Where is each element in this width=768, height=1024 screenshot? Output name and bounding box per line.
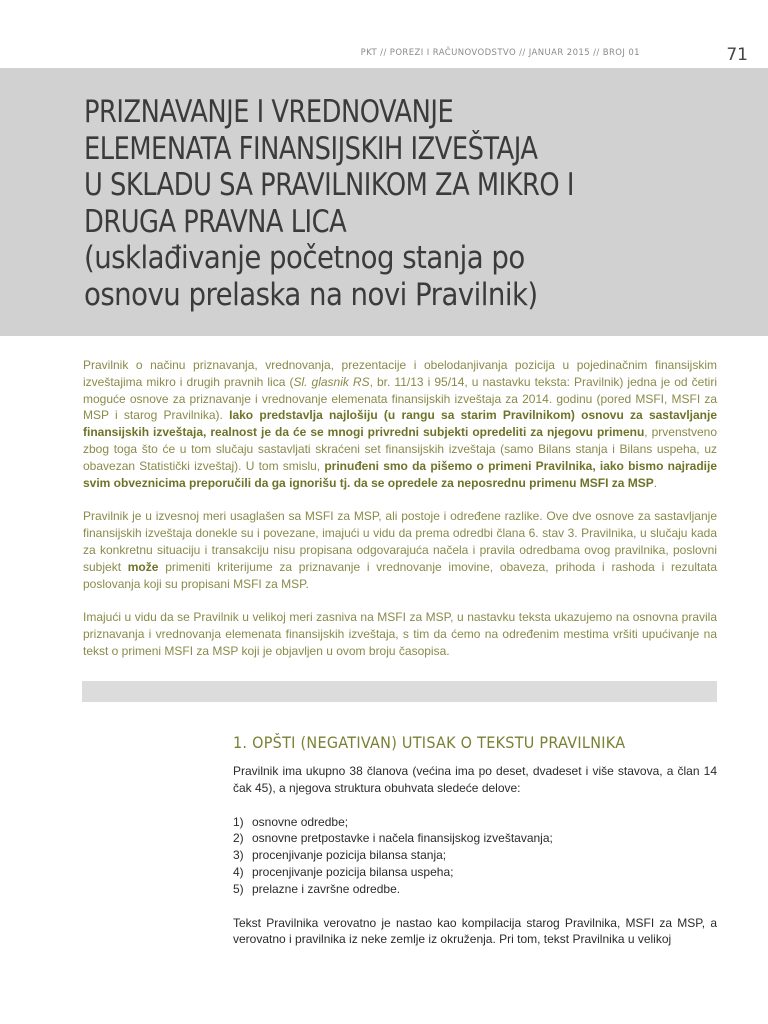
list-item: 1) osnovne odredbe; bbox=[233, 814, 349, 829]
intro-paragraph-1: Pravilnik o načinu priznavanja, vrednovanja, prezentacije i obelodanjivanja pozicija u pojedinačnim finansijskim izveštajima mikro i drugih pravnih lica (Sl. glasnik RS, br. 11/13 i 95/14, u nastavku teksta: Pravilnik) jedna je od četiri moguće osnove za priznavanje i vrednovanje elemenata finansijskih izveštaja za 2014. godinu (pored MSFI, MSFI za MSP i starog Pravilnika). Iako predstavlja najlošiju (u rangu sa starim Pravilnikom) osnovu za sastavljanje finansijskih izveštaja, realnost je da će se mnogi privredni subjekti opredeliti za njegovu primenu, prvenstveno zbog toga što će u tom slučaju sastavljati skraćeni set finansijskih izveštaja (samo Bilans stanja i Bilans uspeha, uz obavezan Statistički izveštaj). U tom smislu, prinuđeni smo da pišemo o primeni Pravilnika, iako bismo najradije svim obveznicima preporučili da ga ignorišu tj. da se opredele za neposrednu primenu MSFI za MSP. bbox=[83, 358, 718, 490]
title-subline: (usklađivanje početnog stanja po bbox=[84, 240, 525, 276]
structure-list bbox=[233, 814, 717, 898]
section-body bbox=[233, 763, 717, 965]
body-paragraph-1: Pravilnik ima ukupno 38 članova (većina ima po deset, dvadeset i više stavova, a član 14 čak 45), a njegova struktura obuhvata sledeće delove: bbox=[233, 764, 717, 795]
title-line: PRIZNAVANJE I VREDNOVANJE bbox=[84, 94, 454, 130]
section-heading: 1. OPŠTI (NEGATIVAN) UTISAK O TEKSTU PRAVILNIKA bbox=[233, 733, 626, 752]
page-number: 71 bbox=[726, 45, 748, 65]
emphasis: prinuđeni smo da pišemo o primeni Pravilnika, iako bismo najradije svim obveznicima preporučili da ga ignorišu tj. da se opredele za neposrednu primenu MSFI za MSP bbox=[83, 458, 717, 490]
intro-paragraph-3: Imajući u vidu da se Pravilnik u velikoj meri zasniva na MSFI za MSP, u nastavku teksta ukazujemo na osnovna pravila priznavanja i vrednovanja elemenata finansijskih izveštaja, s tim da ćemo na određenim mestima vršiti upućivanje na tekst o primeni MSFI za MSP koji je objavljen u ovom broju časopisa. bbox=[83, 610, 717, 658]
list-item: 2) osnovne pretpostavke i načela finansijskog izveštavanja; bbox=[233, 831, 553, 846]
divider-bar bbox=[82, 681, 717, 702]
list-item: 5) prelazne i završne odredbe. bbox=[233, 881, 401, 896]
list-item: 3) procenjivanje pozicija bilansa stanja; bbox=[233, 848, 447, 863]
intro-paragraph-2: Pravilnik je u izvesnoj meri usaglašen sa MSFI za MSP, ali postoje i određene razlike. Ove dve osnove za sastavljanje finansijskih izveštaja donekle su i povezane, imajući u vidu da prema odredbi člana 6. stav 3. Pravilnika, u slučaju kada za konkretnu situaciju i transakciju nisu propisana odgovarajuća načela i pravila odredbama ovog pravilnika, poslovni subjekt može primeniti kriterijume za priznavanje i vrednovanje imovine, obaveza, prihoda i rashoda i rezultata poslovanja koji su propisani MSFI za MSP. bbox=[83, 509, 717, 591]
running-head: PKT // POREZI I RAČUNOVODSTVO // JANUAR 2015 // BROJ 01 bbox=[360, 48, 640, 58]
list-item: 4) procenjivanje pozicija bilansa uspeha; bbox=[233, 864, 454, 879]
emphasis: može bbox=[127, 559, 159, 574]
body-paragraph-2: Tekst Pravilnika verovatno je nastao kao kompilacija starog Pravilnika, MSFI za MSP, a verovatno i pravilnika iz neke zemlje iz okruženja. Pri tom, tekst Pravilnika u velikoj bbox=[233, 915, 717, 947]
intro-text bbox=[83, 357, 717, 677]
title-line: DRUGA PRAVNA LICA bbox=[84, 203, 347, 240]
title-line: U SKLADU SA PRAVILNIKOM ZA MIKRO I bbox=[84, 167, 574, 203]
emphasis: Iako predstavlja najlošiju (u rangu sa starim Pravilnikom) osnovu za sastavljanje finansijskih izveštaja, realnost je da će se mnogi privredni subjekti opredeliti za njegovu primenu bbox=[83, 408, 718, 440]
title-band bbox=[0, 68, 768, 336]
title-subline: osnovu prelaska na novi Pravilnik) bbox=[84, 276, 538, 313]
article-title bbox=[84, 94, 724, 313]
title-line: ELEMENATA FINANSIJSKIH IZVEŠTAJA bbox=[84, 130, 538, 167]
